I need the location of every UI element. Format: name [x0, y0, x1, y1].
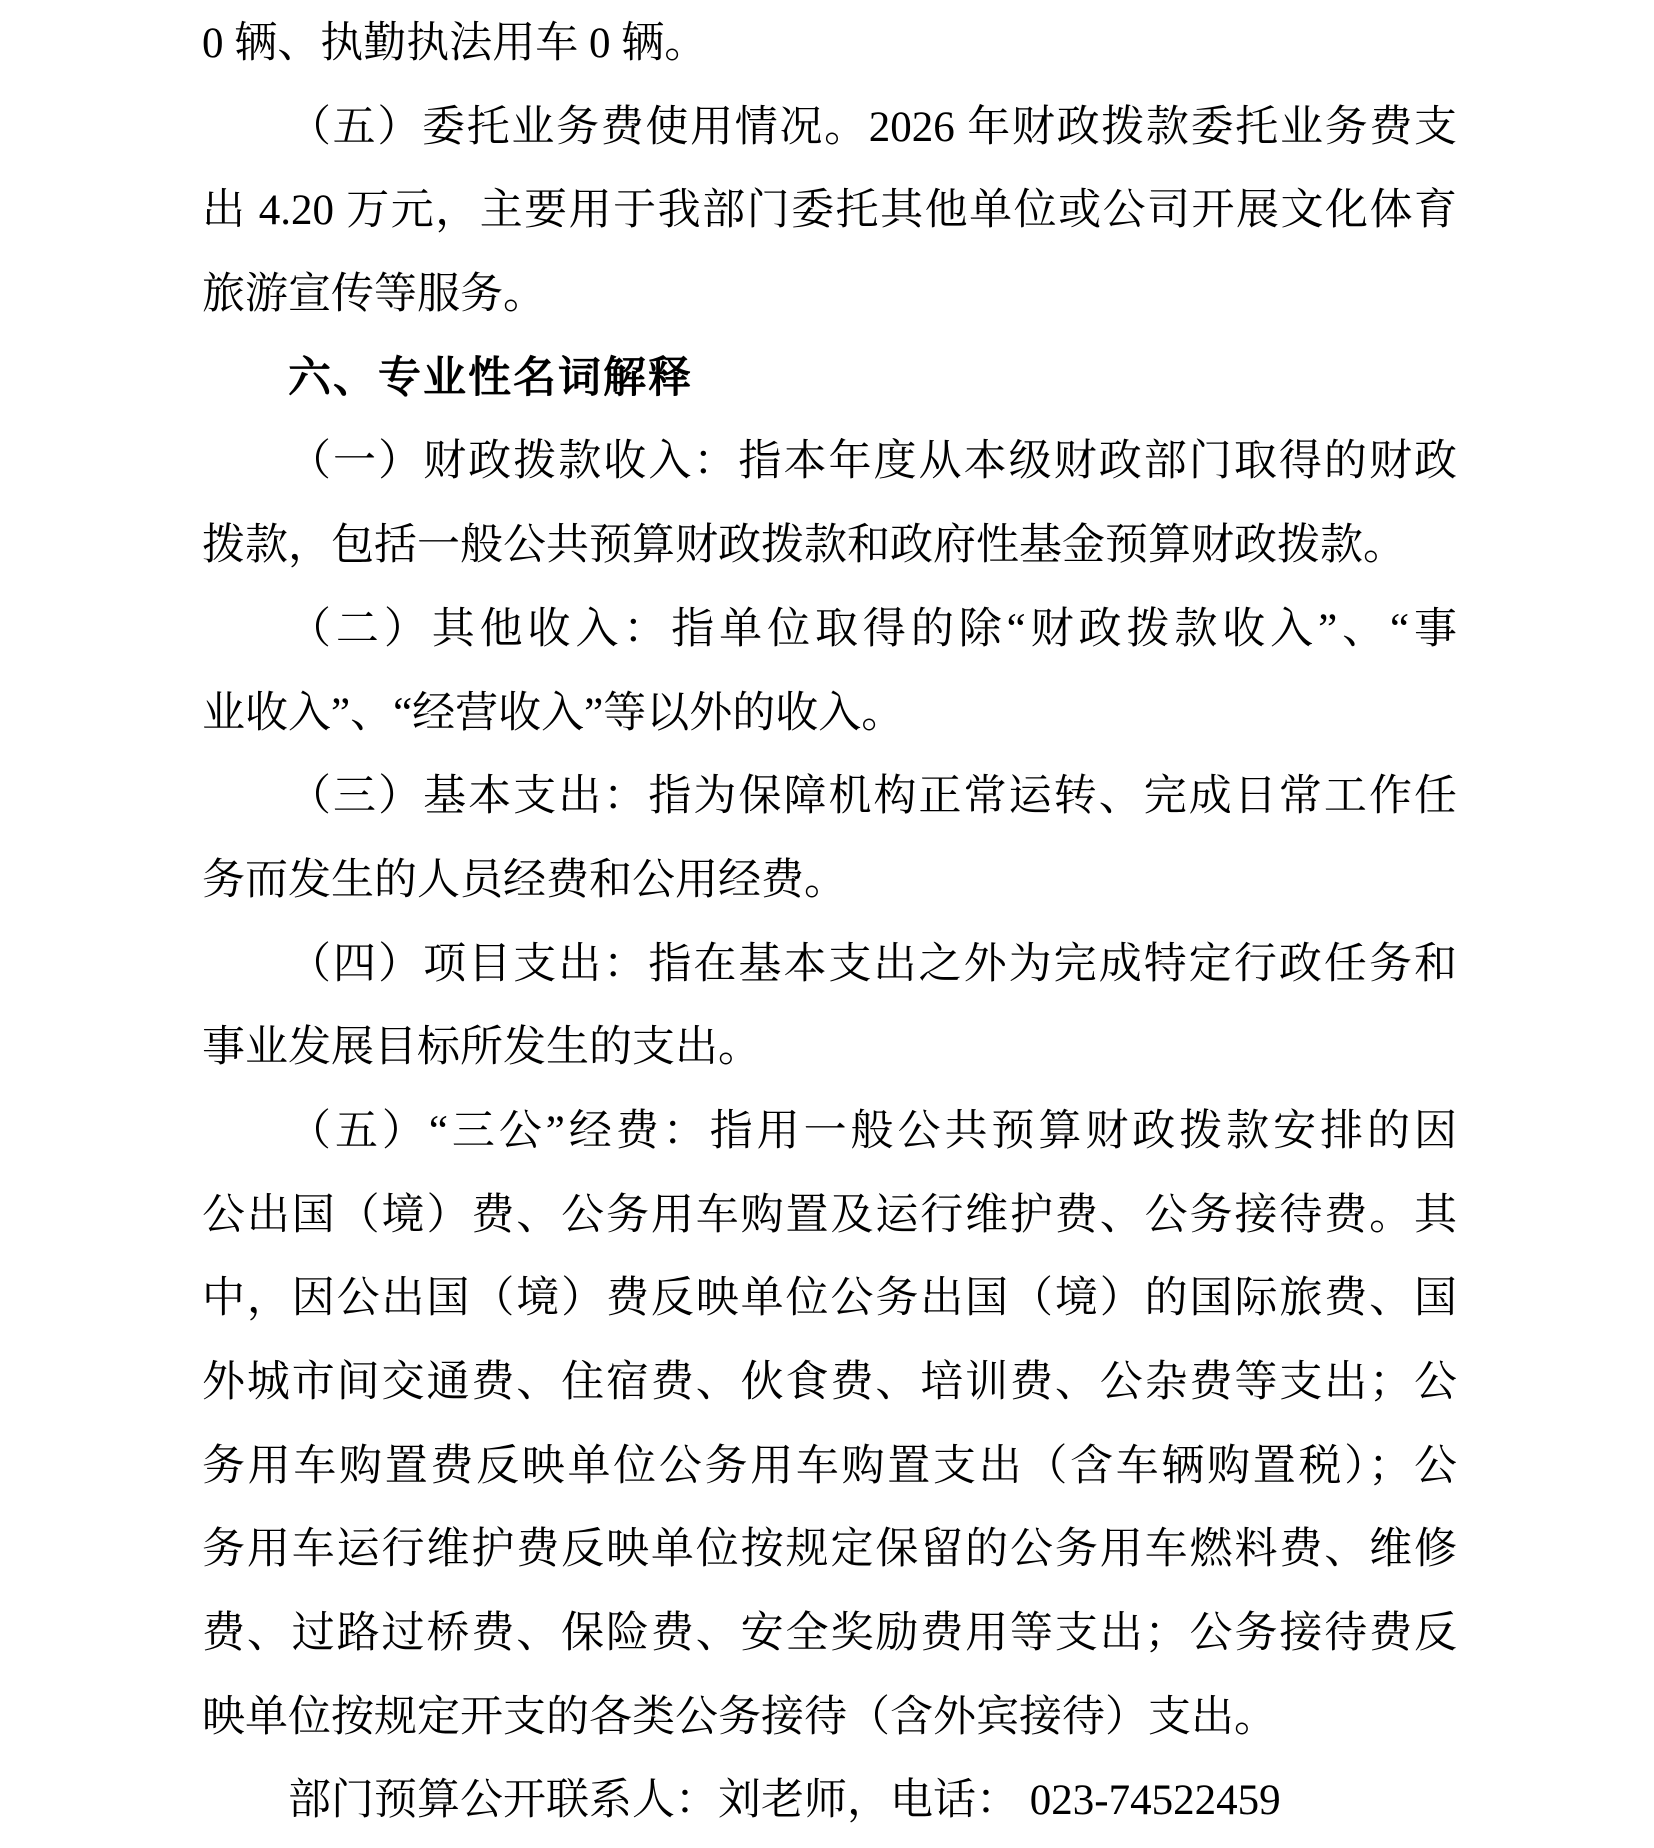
paragraph-line: 费、过路过桥费、保险费、安全奖励费用等支出；公务接待费反 [202, 1610, 1457, 1658]
paragraph-line: 外城市间交通费、住宿费、伙食费、培训费、公杂费等支出；公 [202, 1359, 1457, 1406]
paragraph-line: （五）“三公”经费：指用一般公共预算财政拨款安排的因 [288, 1107, 1457, 1155]
paragraph-line: 务而发生的人员经费和公用经费。 [202, 856, 847, 904]
paragraph-line: 旅游宣传等服务。 [202, 271, 546, 319]
paragraph-line: （五）委托业务费使用情况。2026 年财政拨款委托业务费支 [288, 103, 1457, 151]
document-body [202, 2, 1457, 1843]
paragraph-line: 务用车购置费反映单位公务用车购置支出（含车辆购置税）；公 [202, 1442, 1457, 1490]
paragraph-line: 0 辆、执勤执法用车 0 辆。 [202, 20, 708, 67]
paragraph-line: （二）其他收入：指单位取得的除“财政拨款收入”、“事 [288, 605, 1457, 653]
section-heading: 六、专业性名词解释 [288, 353, 693, 402]
paragraph-line: 映单位按规定开支的各类公务接待（含外宾接待）支出。 [202, 1693, 1277, 1741]
paragraph-line: 事业发展目标所发生的支出。 [202, 1024, 761, 1072]
paragraph-line: 公出国（境）费、公务用车购置及运行维护费、公务接待费。其 [202, 1191, 1457, 1239]
paragraph-line: （一）财政拨款收入：指本年度从本级财政部门取得的财政 [288, 438, 1457, 486]
paragraph-line: （三）基本支出：指为保障机构正常运转、完成日常工作任 [288, 773, 1457, 821]
paragraph-line: 出 4.20 万元，主要用于我部门委托其他单位或公司开展文化体育 [202, 187, 1457, 235]
paragraph-line: 业收入”、“经营收入”等以外的收入。 [202, 689, 905, 737]
paragraph-line: 拨款，包括一般公共预算财政拨款和政府性基金预算财政拨款。 [202, 522, 1406, 570]
paragraph-line: 务用车运行维护费反映单位按规定保留的公务用车燃料费、维修 [202, 1526, 1457, 1574]
paragraph-line: （四）项目支出：指在基本支出之外为完成特定行政任务和 [288, 940, 1457, 988]
paragraph-line: 中，因公出国（境）费反映单位公务出国（境）的国际旅费、国 [202, 1275, 1457, 1323]
contact-line: 部门预算公开联系人：刘老师，电话： 023-74522459 [288, 1777, 1281, 1825]
